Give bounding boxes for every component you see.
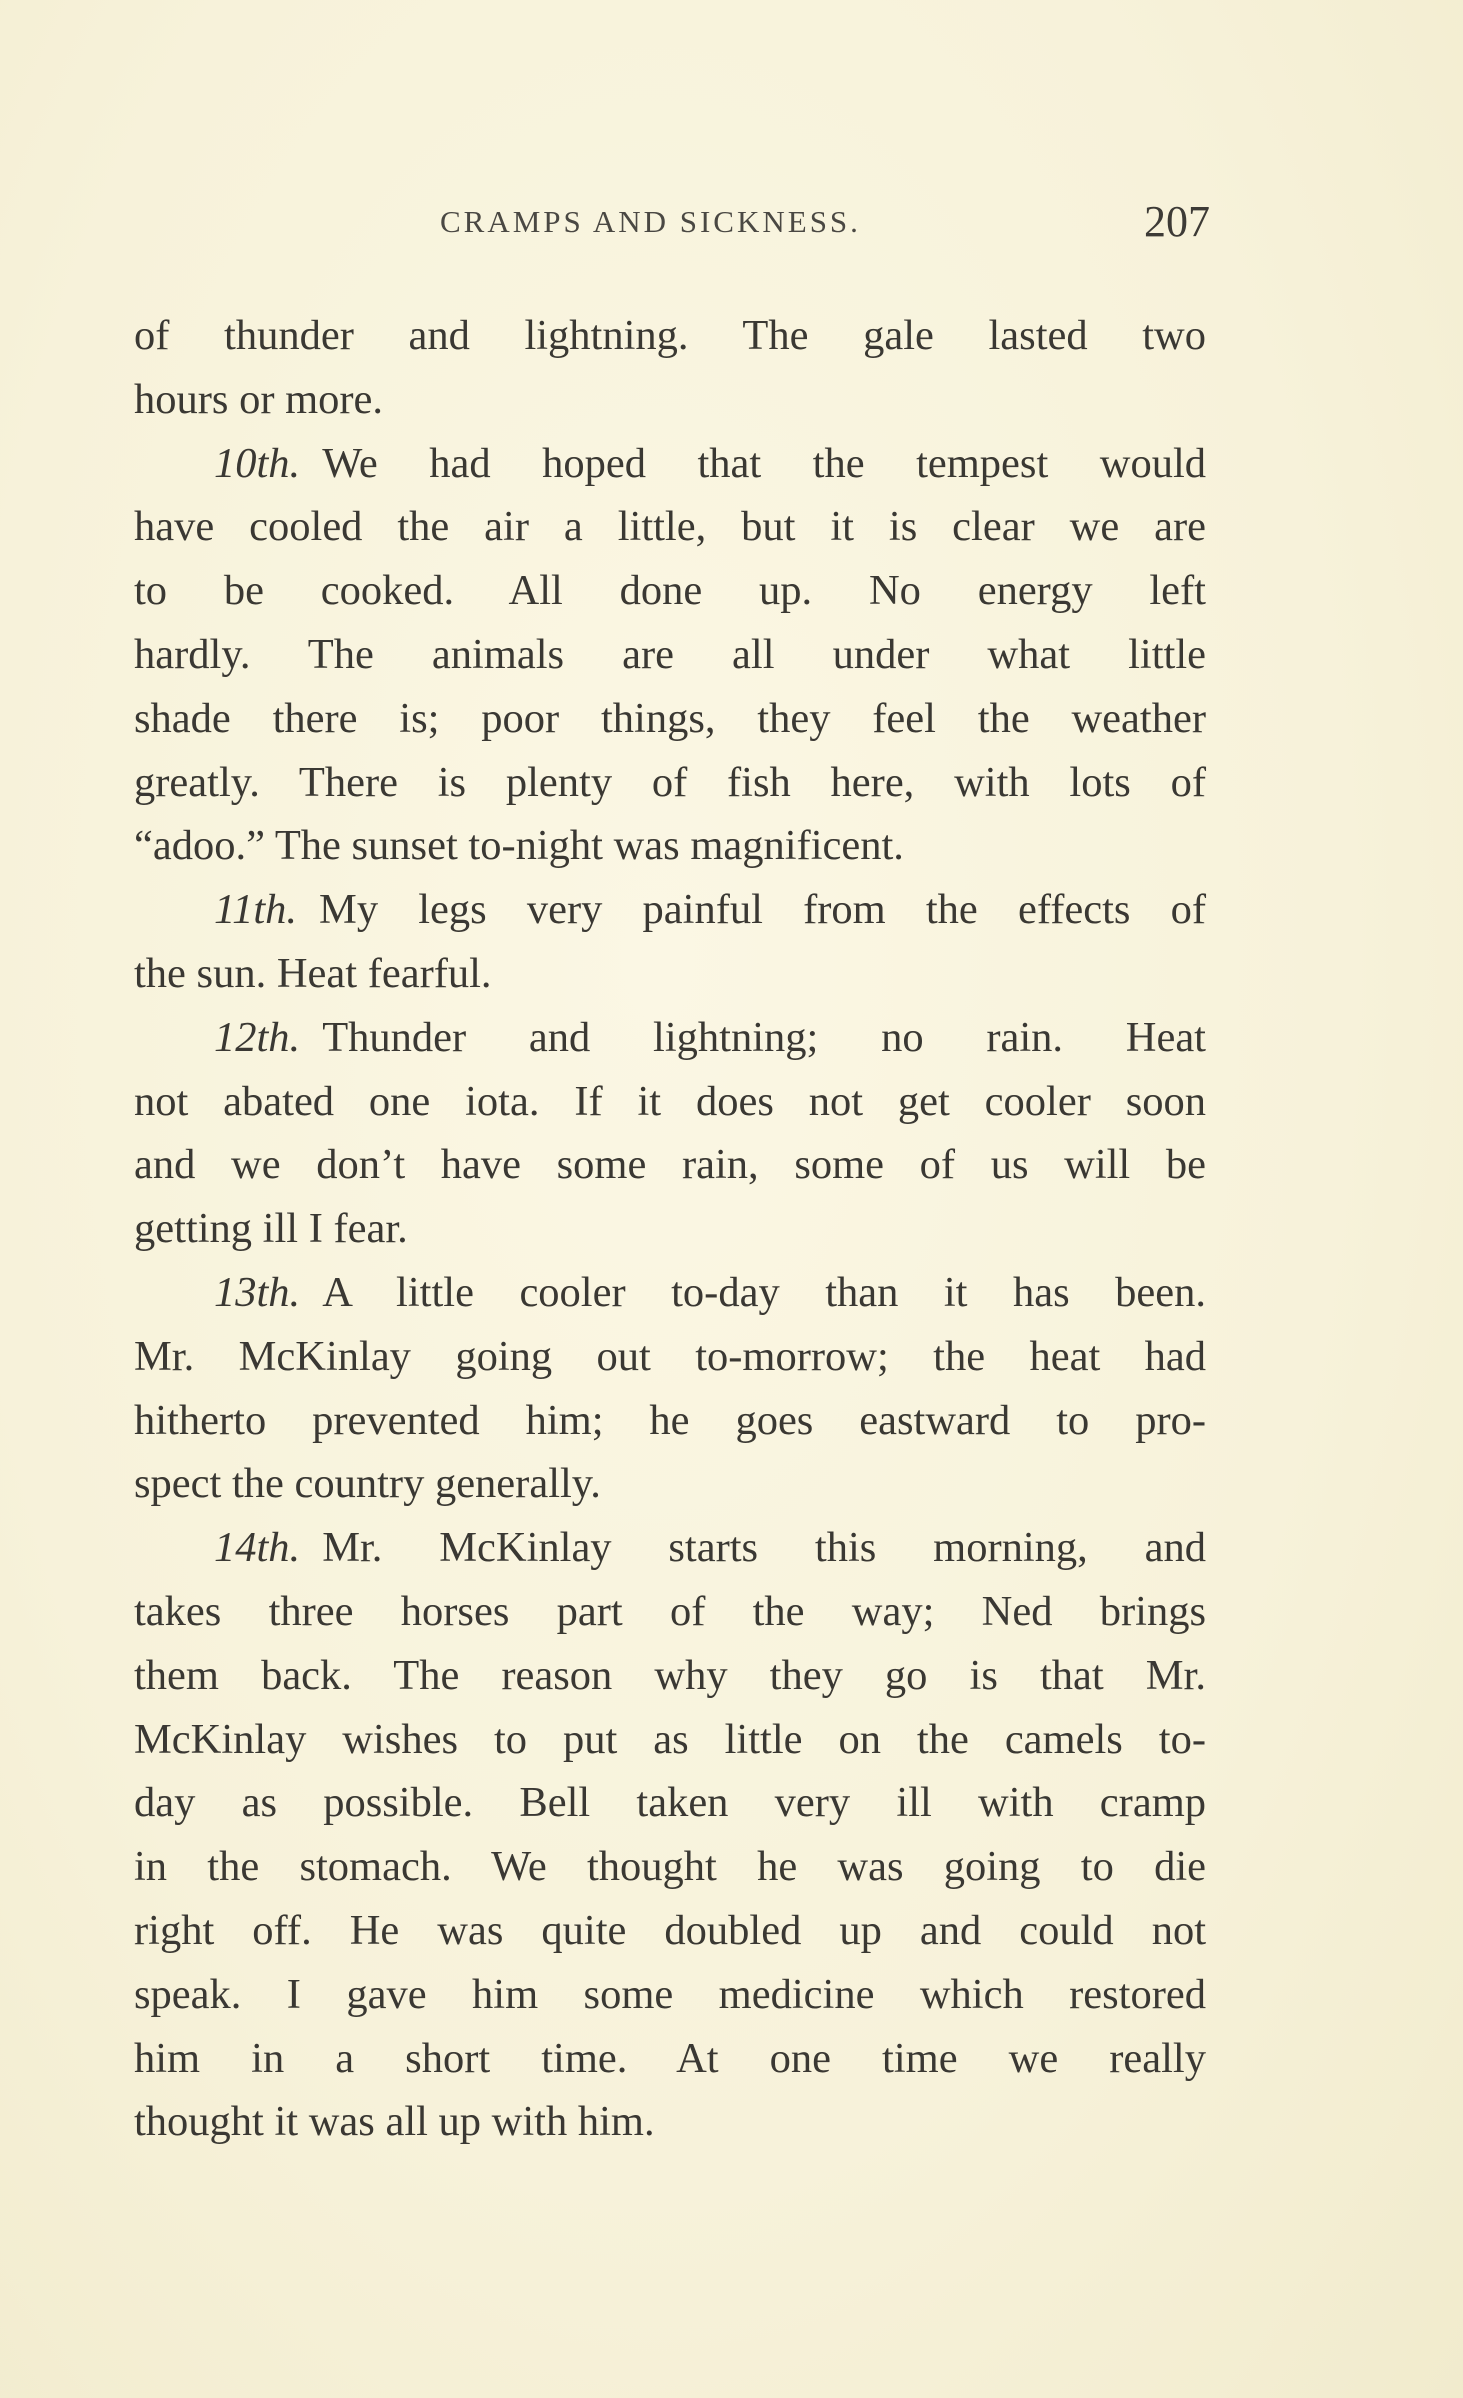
text-line: him in a short time. At one time we really (134, 2034, 1206, 2082)
text-line: and we don’t have some rain, some of us will be (134, 1141, 1206, 1189)
page-header (440, 196, 1210, 256)
text-line: McKinlay wishes to put as little on the camels to- (134, 1715, 1206, 1763)
running-head: CRAMPS AND SICKNESS. (440, 204, 861, 239)
text-line: right off. He was quite doubled up and could not (134, 1906, 1206, 1954)
text-line: hardly. The animals are all under what little (134, 630, 1206, 678)
diary-entry-line: 14th. Mr. McKinlay starts this morning, and (214, 1524, 1206, 1572)
text-line: in the stomach. We thought he was going to die (134, 1843, 1206, 1891)
diary-entry-line: 10th. We had hoped that the tempest would (214, 439, 1206, 487)
diary-entry-line: 12th. Thunder and lightning; no rain. Heat (214, 1013, 1206, 1061)
text-line: takes three horses part of the way; Ned brings (134, 1587, 1206, 1635)
body-text (134, 304, 1206, 2154)
text-line: hours or more. (134, 375, 384, 423)
text-line: day as possible. Bell taken very ill with cramp (134, 1779, 1206, 1827)
entry-date: 13th. (214, 1268, 301, 1316)
text-line: not abated one iota. If it does not get cooler soon (134, 1077, 1206, 1125)
text-line: “adoo.” The sunset to-night was magnificent. (134, 822, 904, 870)
text-line: spect the country generally. (134, 1460, 601, 1508)
text-line: to be cooked. All done up. No energy left (134, 567, 1206, 615)
text-line: getting ill I fear. (134, 1205, 408, 1253)
text-line: Mr. McKinlay going out to-morrow; the heat had (134, 1332, 1206, 1380)
entry-date: 11th. (214, 886, 298, 934)
text-line: hitherto prevented him; he goes eastward to pro- (134, 1396, 1206, 1444)
text-line: them back. The reason why they go is that Mr. (134, 1651, 1206, 1699)
entry-date: 12th. (214, 1013, 301, 1061)
text-line: have cooled the air a little, but it is clear we are (134, 503, 1206, 551)
text-line: shade there is; poor things, they feel the weather (134, 694, 1206, 742)
page-number: 207 (1144, 197, 1210, 246)
text-line: greatly. There is plenty of fish here, with lots of (134, 758, 1206, 806)
text-line: speak. I gave him some medicine which restored (134, 1970, 1206, 2018)
diary-entry-line: 13th. A little cooler to-day than it has been. (214, 1268, 1206, 1316)
text-line: the sun. Heat fearful. (134, 949, 492, 997)
text-line: thought it was all up with him. (134, 2098, 655, 2146)
diary-entry-line: 11th. My legs very painful from the effects of (214, 886, 1206, 934)
text-line: of thunder and lightning. The gale lasted two (134, 312, 1206, 359)
entry-date: 10th. (214, 439, 301, 487)
entry-date: 14th. (214, 1524, 301, 1572)
